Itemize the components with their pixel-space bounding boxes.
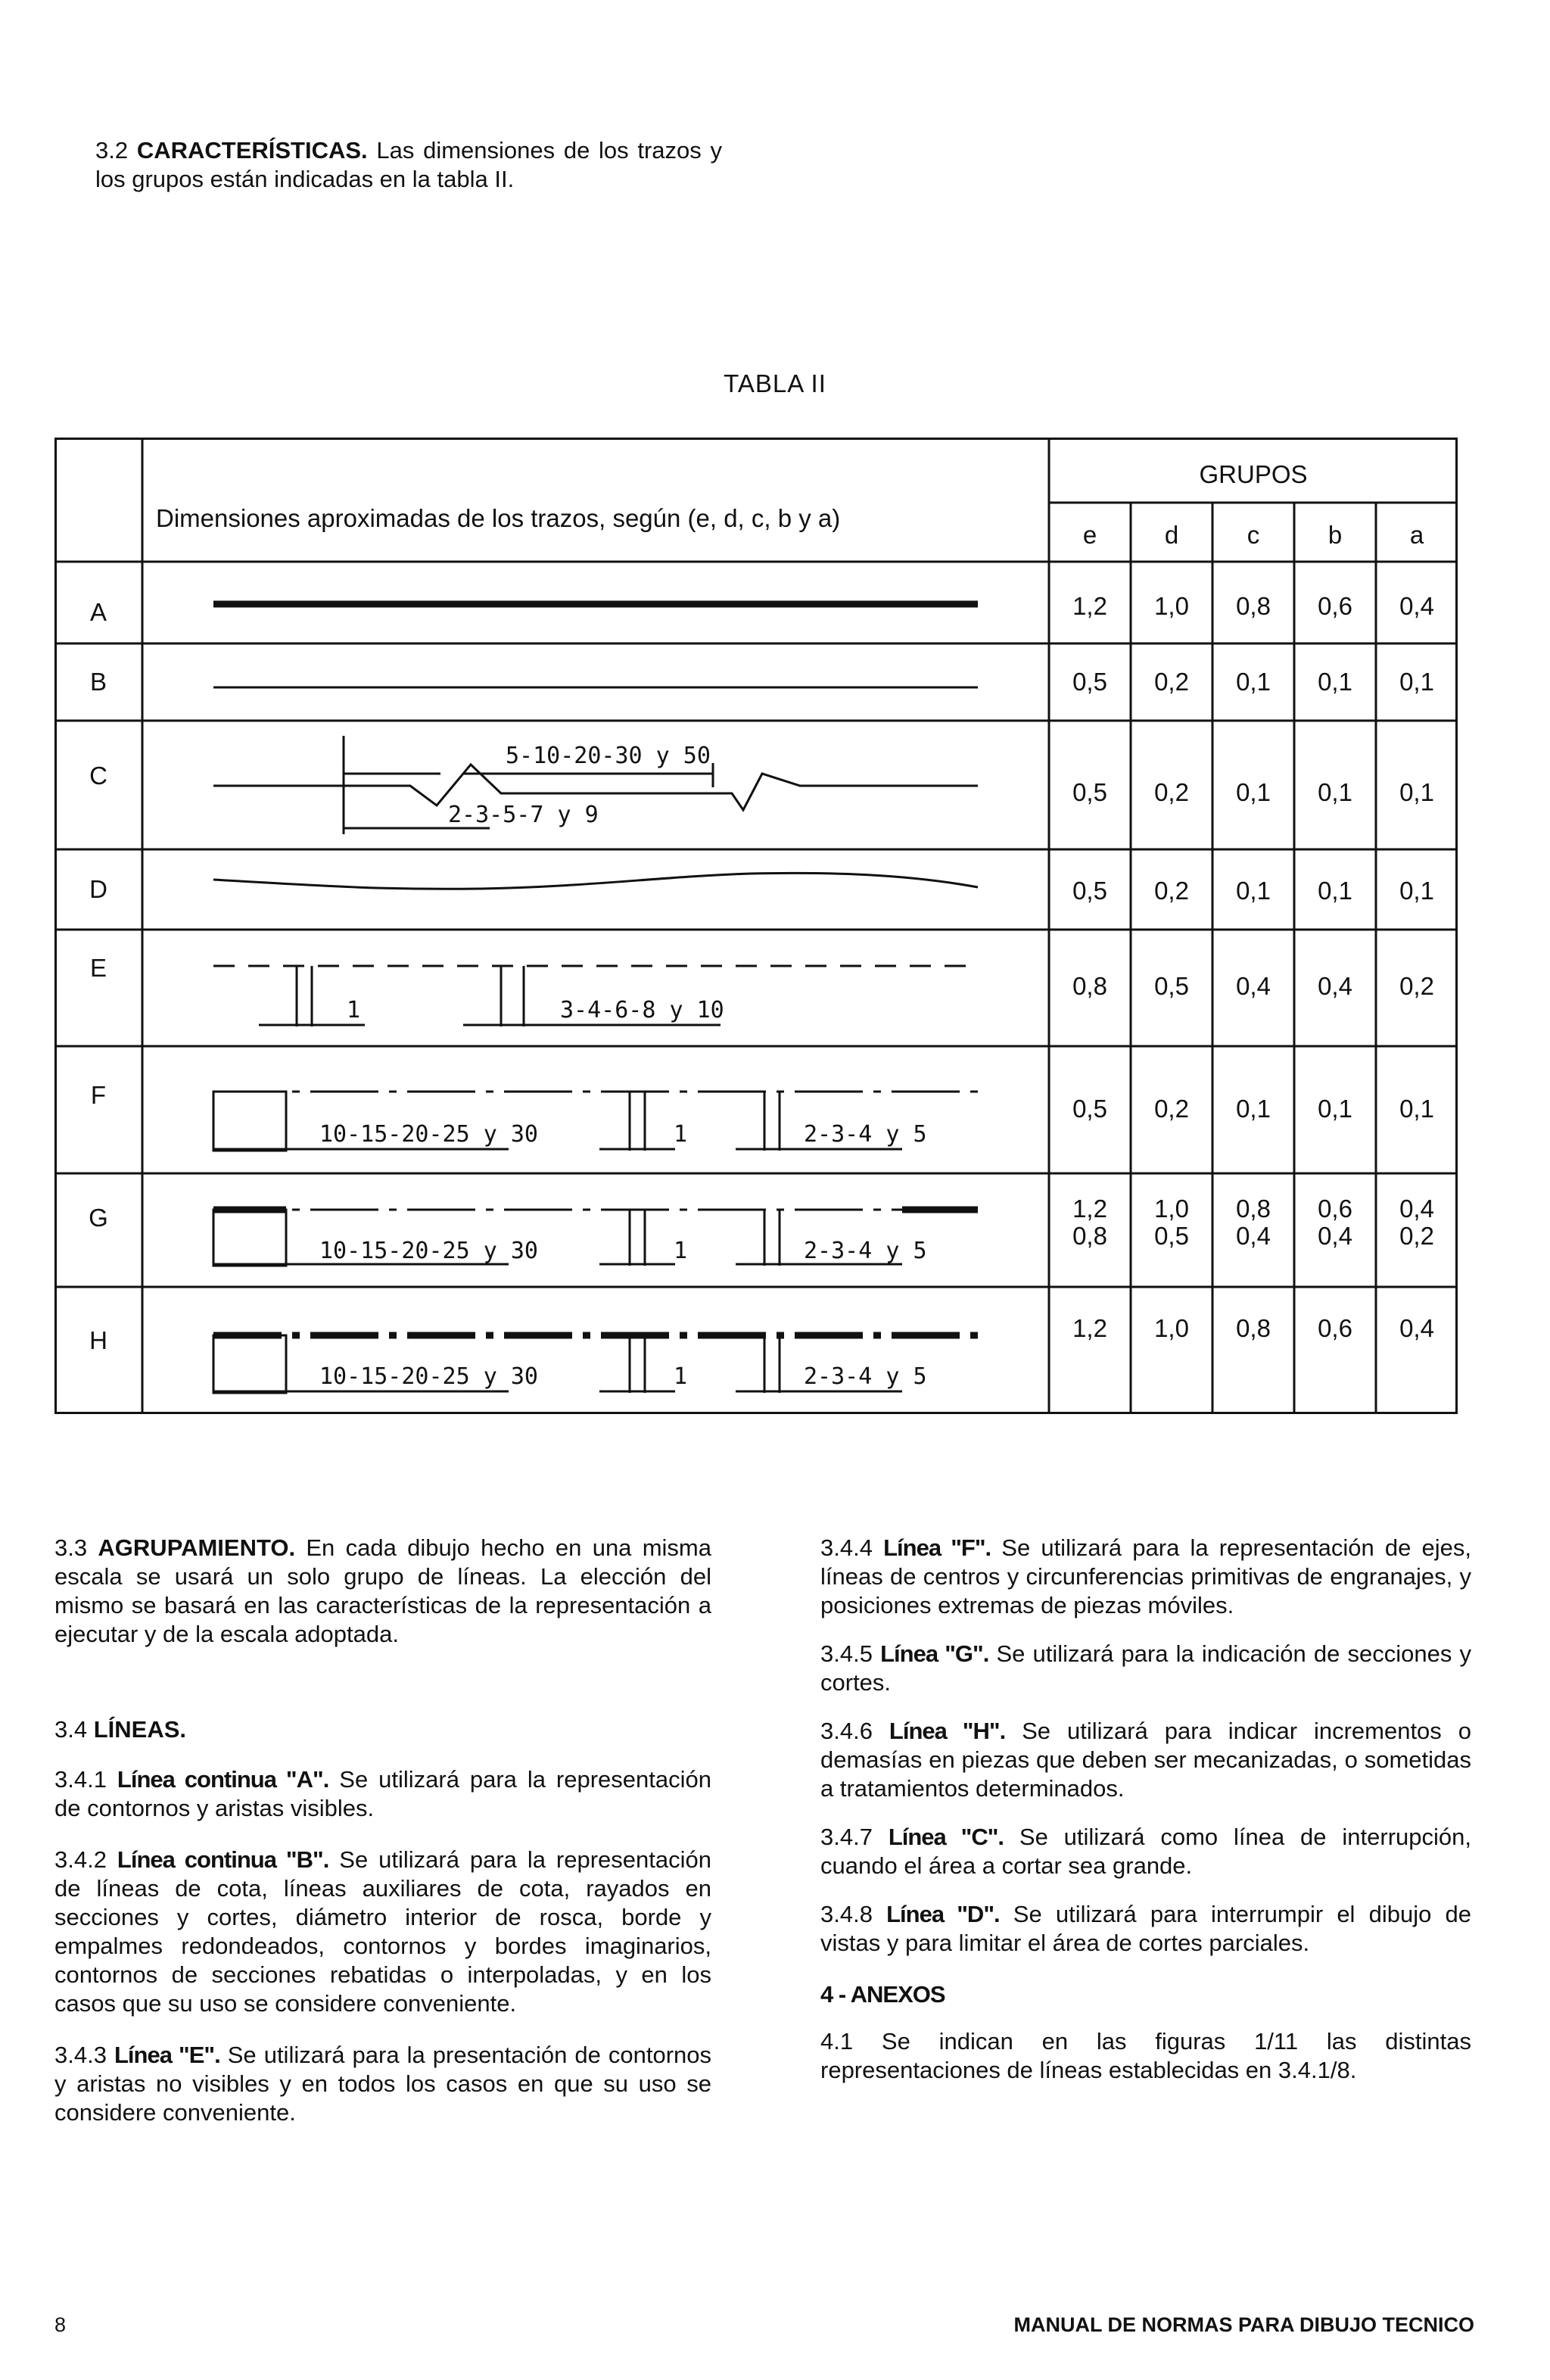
cell-b-d: 0,2 — [1154, 668, 1189, 696]
section-text: Se utilizará para interrumpir el dibujo de vistas y para limitar el área de cortes parciales. — [820, 1901, 1471, 1956]
cell-b-a: 0,1 — [1399, 668, 1434, 696]
section-4-heading — [820, 1980, 1471, 2009]
cell-h-c: 0,8 — [1236, 1314, 1271, 1342]
dim-c-1: 5-10-20-30 y 50 — [506, 743, 711, 769]
table-desc-header: Dimensiones aproximadas de los trazos, según (e, d, c, b y a) — [156, 504, 841, 532]
page-number: 8 — [54, 2313, 67, 2336]
footer-title: MANUAL DE NORMAS PARA DIBUJO TECNICO — [1013, 2313, 1474, 2336]
section-heading: CARACTERÍSTICAS. — [136, 137, 368, 164]
section-3-4-3 — [54, 2041, 711, 2127]
dim-e-2: 3-4-6-8 y 10 — [560, 997, 724, 1023]
groups-header: GRUPOS — [1199, 460, 1308, 488]
cell-g-d: 1,0 — [1154, 1195, 1189, 1223]
section-heading: Línea "G". — [880, 1640, 989, 1667]
cell-e-e: 0,8 — [1072, 972, 1107, 1000]
section-3-4-4 — [820, 1534, 1471, 1620]
cell-b-e: 0,5 — [1072, 668, 1107, 696]
dim-h-2: 1 — [674, 1363, 688, 1390]
section-text: En cada dibujo hecho en una misma escala se usará un solo grupo de líneas. La elección del mismo se basará en las características de la representación a ejecutar y de la escala adoptada. — [54, 1534, 711, 1647]
cell-g2-b: 0,4 — [1318, 1222, 1352, 1250]
group-col-c: c — [1247, 521, 1260, 549]
cell-a-b: 0,6 — [1318, 592, 1352, 620]
cell-e-d: 0,5 — [1154, 972, 1189, 1000]
section-3-4-1 — [54, 1765, 711, 1823]
section-3-4-5 — [820, 1640, 1471, 1697]
section-number: 3.4.5 — [820, 1640, 873, 1667]
dim-f-1: 10-15-20-25 y 30 — [319, 1121, 538, 1148]
dim-g-1: 10-15-20-25 y 30 — [319, 1238, 538, 1264]
section-text: Se utilizará como línea de interrupción, cuando el área a cortar sea grande. — [820, 1824, 1471, 1879]
cell-h-b: 0,6 — [1318, 1314, 1352, 1342]
cell-d-d: 0,2 — [1154, 877, 1189, 905]
section-number: 3.4.2 — [54, 1846, 107, 1873]
cell-d-a: 0,1 — [1399, 877, 1434, 905]
section-number: 3.4 — [54, 1716, 88, 1743]
cell-f-e: 0,5 — [1072, 1095, 1107, 1123]
row-label-a: A — [89, 598, 107, 626]
section-heading: Línea "F". — [883, 1534, 991, 1561]
cell-f-c: 0,1 — [1236, 1095, 1271, 1123]
cell-g2-a: 0,2 — [1399, 1222, 1434, 1250]
section-3-4-6 — [820, 1717, 1471, 1803]
section-3-4 — [54, 1715, 711, 1744]
cell-h-e: 1,2 — [1072, 1314, 1107, 1342]
section-number: 3.4.1 — [54, 1766, 107, 1793]
section-3-4-2 — [54, 1846, 711, 2018]
section-3-4-7 — [820, 1823, 1471, 1880]
cell-c-c: 0,1 — [1236, 778, 1271, 806]
section-text: Se utilizará para la presentación de contornos y aristas no visibles y en todos los casos en que su uso se considere conveniente. — [54, 2042, 712, 2126]
cell-h-d: 1,0 — [1154, 1314, 1189, 1342]
dim-h-1: 10-15-20-25 y 30 — [319, 1363, 538, 1390]
section-number: 3.4.4 — [820, 1534, 873, 1561]
cell-c-b: 0,1 — [1318, 778, 1352, 806]
row-label-c: C — [89, 762, 107, 790]
section-3-4-8 — [820, 1900, 1471, 1958]
dim-g-3: 2-3-4 y 5 — [804, 1238, 927, 1264]
group-col-b: b — [1327, 521, 1343, 549]
cell-c-a: 0,1 — [1399, 778, 1434, 806]
cell-a-c: 0,8 — [1236, 592, 1271, 620]
cell-g-a: 0,4 — [1399, 1195, 1434, 1223]
group-col-e: e — [1082, 521, 1097, 549]
section-text: Se utilizará para indicar incrementos o demasías en piezas que deben ser mecanizadas, o sometidas a tratamientos determinados. — [820, 1718, 1471, 1802]
line-sample-d — [213, 873, 978, 889]
left-column — [54, 1534, 711, 2127]
section-heading: Línea "D". — [886, 1901, 1000, 1927]
cell-f-a: 0,1 — [1399, 1095, 1434, 1123]
section-heading: Línea continua "A". — [117, 1766, 329, 1793]
section-heading: Línea "E". — [114, 2042, 220, 2068]
section-text: Se utilizará para la representación de ejes, líneas de centros y circunferencias primitivas de engranajes, y posiciones extremas de piezas móviles. — [820, 1534, 1471, 1618]
section-text: Las dimensiones de los trazos y los grupos están indicadas en la tabla II. — [95, 137, 722, 192]
row-label-b: B — [89, 668, 107, 696]
cell-f-d: 0,2 — [1154, 1095, 1189, 1123]
section-3-2 — [95, 136, 722, 194]
cell-d-e: 0,5 — [1072, 877, 1107, 905]
dim-h-3: 2-3-4 y 5 — [804, 1363, 927, 1390]
cell-g-e: 1,2 — [1072, 1195, 1107, 1223]
section-number: 4.1 — [820, 2028, 854, 2054]
cell-e-a: 0,2 — [1399, 972, 1434, 1000]
section-4-1 — [820, 2027, 1471, 2085]
cell-b-b: 0,1 — [1318, 668, 1352, 696]
dim-f-2: 1 — [674, 1121, 688, 1148]
section-heading: AGRUPAMIENTO. — [98, 1534, 296, 1561]
section-number: 3.4.3 — [54, 2042, 107, 2068]
dim-e-1: 1 — [347, 997, 361, 1023]
row-label-f: F — [90, 1081, 107, 1109]
section-number: 3.2 — [95, 137, 129, 164]
section-heading: Línea "C". — [888, 1824, 1004, 1850]
row-label-e: E — [89, 954, 107, 982]
table-title: TABLA II — [724, 369, 826, 397]
section-heading: Línea continua "B". — [117, 1846, 329, 1873]
section-text: Se utilizará para la representación de líneas de cota, líneas auxiliares de cota, rayados en secciones y cortes, diámetro interior de rosca, borde y empalmes redondeados, contornos y bordes imaginarios, contornos de secciones rebatidas o interpoladas, y en los casos que su uso se considere conveniente. — [54, 1846, 712, 2017]
group-col-a: a — [1409, 521, 1424, 549]
section-number: 3.4.7 — [820, 1824, 873, 1850]
section-number: 3.3 — [54, 1534, 88, 1561]
row-label-d: D — [89, 875, 107, 903]
right-column — [820, 1534, 1471, 2085]
cell-c-e: 0,5 — [1072, 778, 1107, 806]
section-text: Se utilizará para la indicación de secciones y cortes. — [820, 1640, 1471, 1696]
dim-f-3: 2-3-4 y 5 — [804, 1121, 927, 1148]
cell-h-a: 0,4 — [1399, 1314, 1434, 1342]
cell-g2-c: 0,4 — [1236, 1222, 1271, 1250]
cell-g2-d: 0,5 — [1154, 1222, 1189, 1250]
cell-c-d: 0,2 — [1154, 778, 1189, 806]
cell-g2-e: 0,8 — [1072, 1222, 1107, 1250]
cell-g-c: 0,8 — [1236, 1195, 1271, 1223]
cell-a-e: 1,2 — [1072, 592, 1107, 620]
cell-f-b: 0,1 — [1318, 1095, 1352, 1123]
section-number: 3.4.6 — [820, 1718, 873, 1744]
section-3-3 — [54, 1534, 711, 1649]
cell-d-c: 0,1 — [1236, 877, 1271, 905]
section-text: Se utilizará para la representación de contornos y aristas visibles. — [54, 1766, 712, 1821]
section-heading: Línea "H". — [889, 1718, 1006, 1744]
cell-a-a: 0,4 — [1399, 592, 1434, 620]
section-heading: LÍNEAS. — [93, 1716, 187, 1743]
group-col-d: d — [1164, 521, 1179, 549]
section-number: 3.4.8 — [820, 1901, 873, 1927]
row-label-h: H — [89, 1326, 107, 1354]
cell-g-b: 0,6 — [1318, 1195, 1352, 1223]
table-ii — [54, 438, 1458, 1414]
cell-a-d: 1,0 — [1154, 592, 1189, 620]
table-svg — [54, 438, 1458, 1414]
section-text: Se indican en las figuras 1/11 las distintas representaciones de líneas establecidas en 3.4.1/8. — [820, 2028, 1471, 2083]
cell-e-b: 0,4 — [1318, 972, 1352, 1000]
cell-e-c: 0,4 — [1236, 972, 1271, 1000]
dim-g-2: 1 — [674, 1238, 688, 1264]
cell-b-c: 0,1 — [1236, 668, 1271, 696]
row-label-g: G — [89, 1204, 108, 1232]
dim-c-2: 2-3-5-7 y 9 — [448, 802, 599, 828]
table-grid — [54, 438, 1458, 1414]
cell-d-b: 0,1 — [1318, 877, 1352, 905]
section-heading: 4 - ANEXOS — [820, 1981, 945, 2008]
